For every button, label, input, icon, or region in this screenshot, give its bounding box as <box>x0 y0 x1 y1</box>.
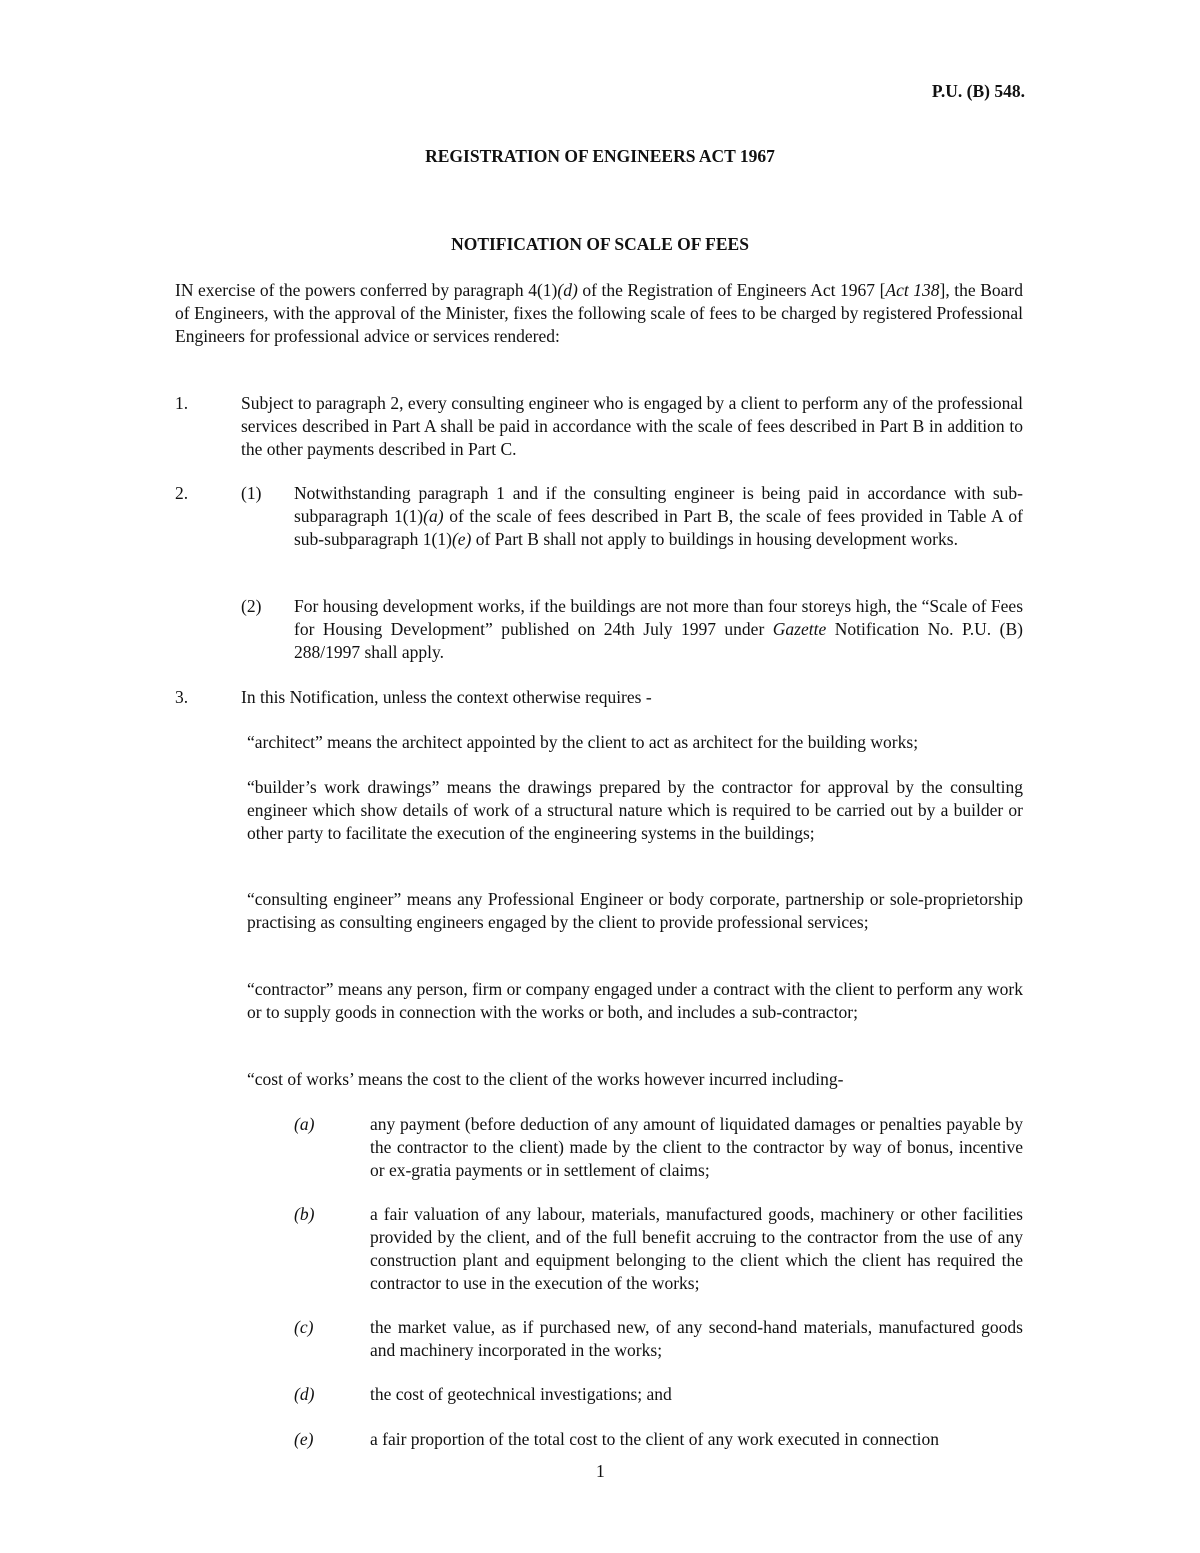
preamble-paragraph: IN exercise of the powers conferred by paragraph 4(1)(d) of the Registration of Engineers Act 1967 [Act 138], the Board of Engineers, with the approval of the Minister, fixes the following scale of fees to be charged by registered Professional Engineers for professional advice or services rendered: <box>175 280 1023 346</box>
item-text: any payment (before deduction of any amount of liquidated damages or penalties payable by the contractor to the client) made by the client to the contractor by way of bonus, incentive or ex-gratia payments or in settlement of claims; <box>370 1114 1023 1180</box>
act-title: REGISTRATION OF ENGINEERS ACT 1967 <box>425 146 775 166</box>
item-text: the market value, as if purchased new, of any second-hand materials, manufactured goods and machinery incorporated in the works; <box>370 1317 1023 1360</box>
item-label: (a) <box>294 1114 315 1134</box>
definition-contractor: “contractor” means any person, firm or company engaged under a contract with the client to perform any work or to supply goods in connection with the works or both, and includes a sub-contractor; <box>247 979 1023 1022</box>
definition-consulting-engineer: “consulting engineer” means any Professional Engineer or body corporate, partnership or sole-proprietorship practising as consulting engineers engaged by the client to provide professional services; <box>247 889 1023 932</box>
paragraph-1-text: Subject to paragraph 2, every consulting engineer who is engaged by a client to perform any of the professional services described in Part A shall be paid in accordance with the scale of fees described in Part B in addition to the other payments described in Part C. <box>241 393 1023 459</box>
notification-title: NOTIFICATION OF SCALE OF FEES <box>451 234 749 254</box>
page-number: 1 <box>596 1461 605 1481</box>
item-label: (c) <box>294 1317 314 1337</box>
paragraph-2-2-text: For housing development works, if the buildings are not more than four storeys high, the “Scale of Fees for Housing Development” published on 24th July 1997 under Gazette Notification No. P.U. (B) 288/1997 shall apply. <box>294 596 1023 662</box>
item-label: (e) <box>294 1429 314 1449</box>
paragraph-number: 3. <box>175 687 189 707</box>
item-text: a fair proportion of the total cost to the client of any work executed in connection <box>370 1429 940 1449</box>
definition-builders-work-drawings: “builder’s work drawings” means the drawings prepared by the contractor for approval by the consulting engineer which show details of work of a structural nature which is required to be carried out by a builder or other party to facilitate the execution of the engineering systems in the buildings; <box>247 777 1023 843</box>
subparagraph-number: (1) <box>241 483 262 503</box>
item-label: (b) <box>294 1204 315 1224</box>
definition-architect: “architect” means the architect appointed by the client to act as architect for the building works; <box>247 732 919 752</box>
gazette-reference: P.U. (B) 548. <box>931 81 1025 101</box>
subparagraph-number: (2) <box>241 596 262 616</box>
item-label: (d) <box>294 1384 315 1404</box>
paragraph-3-intro: In this Notification, unless the context otherwise requires - <box>241 687 652 707</box>
paragraph-2-1-text: Notwithstanding paragraph 1 and if the consulting engineer is being paid in accordance with sub-subparagraph 1(1)(a) of the scale of fees described in Part B, the scale of fees provided in Table A of sub-subparagraph 1(1)(e) of Part B shall not apply to buildings in housing development works. <box>294 483 1023 549</box>
item-text: the cost of geotechnical investigations; and <box>370 1384 672 1404</box>
paragraph-number: 1. <box>175 393 189 413</box>
paragraph-number: 2. <box>175 483 189 503</box>
item-text: a fair valuation of any labour, materials, manufactured goods, machinery or other facilities provided by the client, and of the full benefit accruing to the contractor from the use of any construction plant and equipment belonging to the client which the client has required the contractor to use in the execution of the works; <box>370 1204 1023 1293</box>
definition-cost-of-works: “cost of works’ means the cost to the client of the works however incurred including- <box>247 1069 844 1089</box>
